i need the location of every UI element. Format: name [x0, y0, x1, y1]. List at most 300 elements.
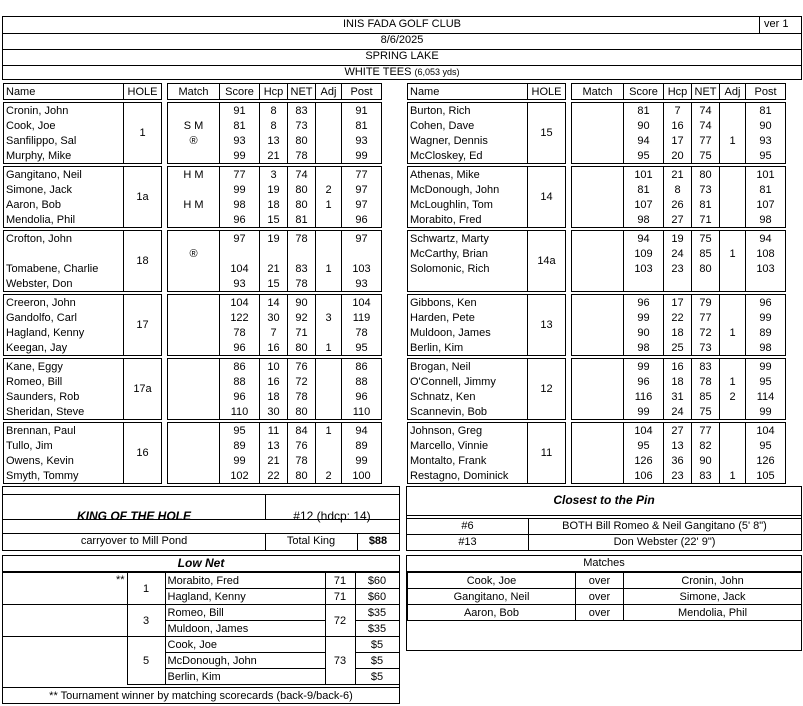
low-net-prize: $5 [355, 669, 399, 685]
low-net-row [3, 605, 399, 621]
post-cell: 99 [342, 148, 382, 164]
matches-grid [407, 572, 802, 621]
score-cell: 116 [624, 389, 664, 404]
table-row [408, 118, 786, 133]
match-cell [168, 276, 220, 292]
table-row [408, 374, 786, 389]
hcp-cell: 16 [260, 374, 288, 389]
hcp-cell: 16 [664, 118, 692, 133]
net-header: NET [692, 84, 720, 100]
adj-cell [316, 167, 342, 183]
table-row [408, 182, 786, 197]
tees-yards: (6,053 yds) [414, 67, 460, 77]
net-cell: 72 [288, 374, 316, 389]
score-cell: 96 [220, 340, 260, 356]
post-cell: 96 [342, 212, 382, 228]
closest-to-pin [406, 486, 802, 551]
adj-cell [720, 438, 746, 453]
match-cell [572, 453, 624, 468]
match-cell [168, 182, 220, 197]
score-cell: 103 [624, 261, 664, 276]
club-title-row [3, 17, 801, 34]
table-row [4, 295, 382, 311]
player-name: Kane, Eggy [4, 359, 124, 375]
adj-cell [316, 246, 342, 261]
post-cell: 93 [746, 133, 786, 148]
match-cell [572, 340, 624, 356]
low-net-mark: ** [3, 573, 127, 605]
low-net-row [3, 573, 399, 589]
adj-cell [316, 212, 342, 228]
net-cell: 78 [288, 276, 316, 292]
player-name: Romeo, Bill [4, 374, 124, 389]
hcp-header: Hcp [260, 84, 288, 100]
low-net-place: 3 [127, 605, 165, 637]
net-cell [692, 276, 720, 292]
post-cell: 99 [342, 453, 382, 468]
player-name: Cronin, John [4, 103, 124, 119]
course-label: SPRING LAKE [3, 49, 801, 66]
adj-cell [316, 389, 342, 404]
post-cell: 90 [746, 118, 786, 133]
closest-row-winner: BOTH Bill Romeo & Neil Gangitano (5' 8") [562, 520, 767, 532]
low-net-block [2, 555, 400, 704]
closest-row-hole: #6 [461, 520, 474, 532]
hcp-cell: 24 [664, 404, 692, 420]
post-cell: 98 [746, 340, 786, 356]
score-cell: 90 [624, 325, 664, 340]
table-row [4, 325, 382, 340]
post-cell: 94 [342, 423, 382, 439]
player-name: Creeron, John [4, 295, 124, 311]
adj-cell [720, 167, 746, 183]
match-row [408, 589, 802, 605]
post-cell: 97 [342, 197, 382, 212]
match-cell: H M [168, 167, 220, 183]
post-cell: 95 [746, 374, 786, 389]
low-net-grid [3, 572, 400, 685]
match-cell [168, 261, 220, 276]
adj-cell [720, 340, 746, 356]
match-cell [572, 246, 624, 261]
table-row [408, 103, 786, 119]
hcp-cell: 36 [664, 453, 692, 468]
net-cell: 81 [288, 212, 316, 228]
table-row [4, 182, 382, 197]
match-loser: Simone, Jack [624, 589, 802, 605]
post-cell: 110 [342, 404, 382, 420]
adj-cell: 1 [316, 340, 342, 356]
score-cell: 96 [624, 374, 664, 389]
table-row [4, 148, 382, 164]
hcp-cell: 7 [664, 103, 692, 119]
match-cell [168, 404, 220, 420]
table-row [4, 103, 382, 119]
match-cell [572, 118, 624, 133]
hcp-cell: 13 [260, 438, 288, 453]
player-name: Webster, Don [4, 276, 124, 292]
table-row [4, 453, 382, 468]
low-net-name: Romeo, Bill [165, 605, 325, 621]
table-row [408, 423, 786, 439]
group-hole: 14 [528, 167, 566, 228]
adj-cell [316, 325, 342, 340]
hcp-cell: 21 [260, 453, 288, 468]
player-name: Schwartz, Marty [408, 231, 528, 247]
low-net-place: 5 [127, 637, 165, 685]
table-row [408, 212, 786, 228]
hcp-cell: 3 [260, 167, 288, 183]
table-row [4, 133, 382, 148]
post-header: Post [746, 84, 786, 100]
post-cell: 99 [746, 359, 786, 375]
post-cell: 119 [342, 310, 382, 325]
adj-cell: 2 [316, 468, 342, 484]
hcp-cell: 21 [260, 148, 288, 164]
group-hole: 17a [124, 359, 162, 420]
adj-cell [720, 310, 746, 325]
table-row [4, 438, 382, 453]
table-row [408, 340, 786, 356]
score-cell: 99 [220, 182, 260, 197]
table-row [408, 310, 786, 325]
match-cell [168, 389, 220, 404]
group-hole: 1 [124, 103, 162, 164]
net-cell: 78 [288, 453, 316, 468]
match-cell [572, 438, 624, 453]
low-net-title: Low Net [3, 556, 399, 572]
post-cell: 97 [342, 231, 382, 247]
net-cell: 76 [288, 438, 316, 453]
player-name: Schnatz, Ken [408, 389, 528, 404]
player-name: Gangitano, Neil [4, 167, 124, 183]
hcp-cell: 16 [664, 359, 692, 375]
net-cell: 84 [288, 423, 316, 439]
hcp-cell: 15 [260, 276, 288, 292]
score-cell: 86 [220, 359, 260, 375]
adj-cell [720, 197, 746, 212]
score-cell: 97 [220, 231, 260, 247]
net-cell: 77 [692, 423, 720, 439]
score-cell: 122 [220, 310, 260, 325]
score-header: Score [624, 84, 664, 100]
score-cell: 94 [624, 133, 664, 148]
low-net-name: Cook, Joe [165, 637, 325, 653]
post-cell: 81 [746, 103, 786, 119]
hcp-cell: 11 [260, 423, 288, 439]
post-cell: 98 [746, 212, 786, 228]
net-cell: 75 [692, 231, 720, 247]
match-cell [168, 212, 220, 228]
player-name: Tomabene, Charlie [4, 261, 124, 276]
table-row [4, 212, 382, 228]
post-cell: 86 [342, 359, 382, 375]
table-row [4, 404, 382, 420]
player-name: Sanfilippo, Sal [4, 133, 124, 148]
player-name: Brennan, Paul [4, 423, 124, 439]
group-hole: 14a [528, 231, 566, 292]
match-cell: S M [168, 118, 220, 133]
net-cell: 92 [288, 310, 316, 325]
net-cell: 83 [288, 103, 316, 119]
post-cell: 89 [342, 438, 382, 453]
score-cell [624, 276, 664, 292]
low-net-prize: $5 [355, 653, 399, 669]
low-net-prize: $35 [355, 605, 399, 621]
table-row [4, 118, 382, 133]
tees-name: WHITE TEES [344, 66, 412, 78]
player-name [408, 276, 528, 292]
match-loser: Cronin, John [624, 573, 802, 589]
adj-cell [316, 404, 342, 420]
post-cell: 95 [342, 340, 382, 356]
table-row [4, 246, 382, 261]
adj-cell [316, 231, 342, 247]
hcp-cell: 17 [664, 133, 692, 148]
adj-cell [316, 438, 342, 453]
score-cell: 98 [624, 340, 664, 356]
table-row [4, 340, 382, 356]
table-row [4, 167, 382, 183]
score-cell: 104 [624, 423, 664, 439]
hole-header: HOLE [528, 84, 566, 100]
score-cell: 104 [220, 295, 260, 311]
match-cell [572, 261, 624, 276]
hcp-cell: 26 [664, 197, 692, 212]
score-cell: 102 [220, 468, 260, 484]
table-row [4, 231, 382, 247]
player-name: Owens, Kevin [4, 453, 124, 468]
net-cell: 90 [692, 453, 720, 468]
post-cell: 78 [342, 325, 382, 340]
score-cell: 81 [624, 103, 664, 119]
adj-cell [316, 374, 342, 389]
net-cell: 73 [288, 118, 316, 133]
score-cell [220, 246, 260, 261]
table-row [4, 261, 382, 276]
table-row [4, 374, 382, 389]
low-net-score: 71 [325, 573, 355, 589]
score-cell: 95 [624, 148, 664, 164]
table-row [408, 148, 786, 164]
table-row [408, 231, 786, 247]
match-winner: Cook, Joe [408, 573, 576, 589]
hcp-cell: 22 [260, 468, 288, 484]
net-cell: 81 [692, 197, 720, 212]
net-cell: 74 [692, 103, 720, 119]
date-label: 8/6/2025 [3, 33, 801, 50]
hcp-cell: 14 [260, 295, 288, 311]
post-cell: 93 [342, 133, 382, 148]
carryover-note: carryover to Mill Pond [80, 535, 188, 547]
adj-header: Adj [316, 84, 342, 100]
post-cell: 95 [746, 148, 786, 164]
group-hole: 18 [124, 231, 162, 292]
match-cell [572, 325, 624, 340]
hcp-cell: 21 [664, 167, 692, 183]
match-cell [168, 374, 220, 389]
adj-cell [720, 295, 746, 311]
match-cell [572, 374, 624, 389]
player-name: McCloskey, Ed [408, 148, 528, 164]
low-net-name: Morabito, Fred [165, 573, 325, 589]
adj-cell: 1 [316, 197, 342, 212]
table-row [408, 295, 786, 311]
right-score-table [407, 83, 786, 484]
match-cell [168, 231, 220, 247]
score-cell: 95 [624, 438, 664, 453]
player-name: Cook, Joe [4, 118, 124, 133]
post-cell: 100 [342, 468, 382, 484]
player-name: Gandolfo, Carl [4, 310, 124, 325]
group-hole: 15 [528, 103, 566, 164]
adj-cell: 1 [720, 468, 746, 484]
score-header: Score [220, 84, 260, 100]
low-net-mark [3, 637, 127, 685]
post-cell: 105 [746, 468, 786, 484]
player-name: Morabito, Fred [408, 212, 528, 228]
match-header: Match [572, 84, 624, 100]
hcp-cell: 18 [260, 197, 288, 212]
post-cell: 94 [746, 231, 786, 247]
score-cell: 99 [624, 404, 664, 420]
adj-cell [720, 453, 746, 468]
player-name: Burton, Rich [408, 103, 528, 119]
low-net-name: Muldoon, James [165, 621, 325, 637]
hcp-cell: 27 [664, 212, 692, 228]
player-name: McDonough, John [408, 182, 528, 197]
adj-cell [720, 404, 746, 420]
net-cell: 75 [692, 148, 720, 164]
match-cell [168, 148, 220, 164]
player-name: Crofton, John [4, 231, 124, 247]
group-hole: 12 [528, 359, 566, 420]
net-cell: 78 [288, 231, 316, 247]
score-cell: 106 [624, 468, 664, 484]
net-cell: 79 [692, 295, 720, 311]
hcp-cell: 19 [664, 231, 692, 247]
adj-cell [316, 148, 342, 164]
version-label: ver 1 [759, 17, 801, 33]
match-verb: over [576, 605, 624, 621]
player-name: McCarthy, Brian [408, 246, 528, 261]
player-name: Aaron, Bob [4, 197, 124, 212]
score-cell: 88 [220, 374, 260, 389]
player-name: Cohen, Dave [408, 118, 528, 133]
player-name: Solomonic, Rich [408, 261, 528, 276]
adj-cell [316, 295, 342, 311]
net-cell: 73 [692, 340, 720, 356]
table-row [408, 133, 786, 148]
table-row [408, 438, 786, 453]
table-row [4, 389, 382, 404]
hcp-cell: 8 [664, 182, 692, 197]
player-name: Muldoon, James [408, 325, 528, 340]
net-cell: 77 [692, 310, 720, 325]
player-name: Saunders, Rob [4, 389, 124, 404]
match-cell [572, 276, 624, 292]
post-cell: 88 [342, 374, 382, 389]
net-cell: 80 [692, 167, 720, 183]
hcp-cell: 19 [260, 182, 288, 197]
low-net-prize: $35 [355, 621, 399, 637]
player-name: Johnson, Greg [408, 423, 528, 439]
net-cell: 83 [692, 468, 720, 484]
adj-cell [720, 118, 746, 133]
adj-cell [316, 103, 342, 119]
adj-cell [720, 231, 746, 247]
player-name: Berlin, Kim [408, 340, 528, 356]
hcp-cell: 27 [664, 423, 692, 439]
player-name: Keegan, Jay [4, 340, 124, 356]
match-cell [168, 295, 220, 311]
score-cell: 81 [624, 182, 664, 197]
hcp-cell: 13 [260, 133, 288, 148]
post-cell: 103 [342, 261, 382, 276]
score-cell: 94 [624, 231, 664, 247]
score-cell: 99 [624, 359, 664, 375]
closest-title: Closest to the Pin [553, 493, 655, 507]
score-cell: 91 [220, 103, 260, 119]
net-cell: 90 [288, 295, 316, 311]
score-cell: 109 [624, 246, 664, 261]
player-name [4, 246, 124, 261]
table-row [4, 276, 382, 292]
hcp-cell: 8 [260, 103, 288, 119]
match-cell [168, 359, 220, 375]
adj-cell [316, 359, 342, 375]
player-name: Montalto, Frank [408, 453, 528, 468]
post-cell: 99 [746, 404, 786, 420]
net-cell: 82 [692, 438, 720, 453]
low-net-score: 71 [325, 589, 355, 605]
player-name: Athenas, Mike [408, 167, 528, 183]
hcp-cell: 7 [260, 325, 288, 340]
table-row [408, 276, 786, 292]
post-cell: 99 [746, 310, 786, 325]
score-cell: 98 [624, 212, 664, 228]
header-row [4, 84, 382, 100]
group-hole: 17 [124, 295, 162, 356]
low-net-score: 73 [325, 637, 355, 685]
hcp-cell: 21 [260, 261, 288, 276]
match-cell [168, 325, 220, 340]
score-cell: 126 [624, 453, 664, 468]
matches-title: Matches [407, 556, 801, 572]
match-verb: over [576, 589, 624, 605]
match-cell [572, 468, 624, 484]
net-cell: 80 [692, 261, 720, 276]
adj-cell [720, 423, 746, 439]
match-cell [572, 133, 624, 148]
king-hole: #12 (hdcp: 14) [293, 509, 371, 523]
match-verb: over [576, 573, 624, 589]
player-name: Sheridan, Steve [4, 404, 124, 420]
net-cell [288, 246, 316, 261]
net-cell: 75 [692, 404, 720, 420]
match-cell: ® [168, 133, 220, 148]
low-net-mark [3, 605, 127, 637]
net-header: NET [288, 84, 316, 100]
score-cell: 95 [220, 423, 260, 439]
low-net-row [3, 637, 399, 653]
low-net-prize: $5 [355, 637, 399, 653]
table-row [4, 359, 382, 375]
name-header: Name [4, 84, 124, 100]
hcp-cell: 23 [664, 468, 692, 484]
hcp-cell: 23 [664, 261, 692, 276]
adj-cell [316, 453, 342, 468]
